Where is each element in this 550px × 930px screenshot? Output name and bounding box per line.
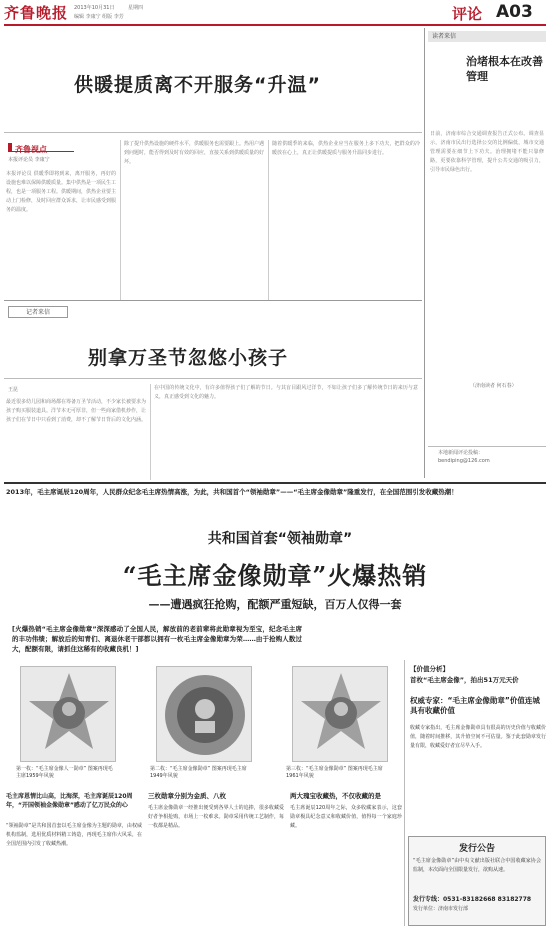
submission-email[interactable]: bendiping@126.com [438,458,490,464]
issue-hotline[interactable]: 发行专线：0531-83182668 83182778 [413,896,532,903]
main-byline: 本报评论员 李康宁 [8,157,50,163]
issue-notice-title: 发行公告 [458,844,495,854]
medal-2-icon [157,667,252,762]
ad-lead-text: [火爆热销“毛主席金像勋章”深深感动了全国人民，解放前的老前辈将此勋章视为至宝，纪念毛主席的丰功伟绩；解放后的知青们、离退休老干部都以拥有一枚毛主席金像勋章为荣……由于抢购人数过大，配额有限，请抓住这稀有的收藏良机！] [12,625,302,653]
column-marker-icon [8,143,12,152]
ad-title: “毛主席金像勋章”火爆热销 [122,561,428,590]
ad-mid2-body: 毛主席诞辰120周年之际，众多收藏家表示，这套勋章极具纪念意义和收藏价值，值得每一个家庭珍藏。 [290,805,402,829]
page-editors: 编辑 李康宁 组版 李芳 [74,14,124,20]
halloween-text-col2: 在中国的传统文化中，有许多值得孩子们了解的节日。与其盲目跟风过洋节，不如让孩子们多了解传统节日的来历与意义，真正感受到文化的魅力。 [154,385,418,400]
newspaper-logo: 齐鲁晚报 [4,4,69,22]
sidebar-column-tag: 读者来信 [428,31,546,42]
ad-mid-body: 毛主席金像勋章一经推出便受到各界人士的追捧，很多收藏爱好者争相抢购，市场上一枚难求。勋章采用传统工艺制作，每一枚都是精品。 [148,805,284,829]
sidebar-author: （济南读者 何石春） [470,383,517,389]
main-headline-rule [4,132,422,133]
ad-left-head: 毛主席恩情比山高，比海深，毛主席诞辰120周年，“开国领袖金像勋章”感动了亿万民众的心 [6,793,133,809]
ad-value-body: 收藏专家指出，毛主席金像勋章具有很高的历史价值与收藏价值，随着时间推移，其升值空间不可估量。鉴于此套勋章发行量有限，收藏爱好者宜尽早入手。 [410,725,546,749]
medal-1-icon [21,667,116,762]
ad-mid2-head: 两大瑰宝收藏热，不仅收藏的是 [290,792,381,800]
medal-caption-3: 第三枚：“毛主席金像勋章” 图案再现毛主席1961年风貌 [286,766,383,779]
sidebar-headline: 治堵根本在改善管理 [466,55,543,83]
issue-date: 2013年10月31日 [74,5,115,11]
sidebar-divider [424,28,425,478]
ad-value-label: 【价值分析】 [410,665,449,673]
issue-notice-box [408,836,546,926]
main-text-col3: 随着供暖季的来临，供热企业应当在服务上多下功夫，把群众的冷暖放在心上，真正让供暖提质与服务升温同步进行。 [272,141,420,156]
section-title: 评论 [452,5,483,23]
halloween-column-tag: 记者来信 [8,306,68,318]
halloween-byline: 王昆 [8,387,19,393]
halloween-headline: 别拿万圣节忽悠小孩子 [88,347,289,369]
medal-caption-2: 第二枚：“毛主席金像勋章” 图案再现毛主席1949年风貌 [150,766,247,779]
ad-value-head: 首枚“毛主席金像”，拍出51万元天价 [410,676,519,684]
submission-label: 本地新闻评论投稿： [438,450,484,456]
ad-left-body: “领袖勋章”是共和国首套以毛主席金像为主题的勋章，由权威机构监制，选用优质材料精工铸造，再现毛主席伟大风采，在全国范围内引发了收藏热潮。 [6,823,142,847]
sidebar-text: 日前，济南市综合交通调查报告正式公布。调查显示，济南市民出行选择公交的比例偏低，城市交通管理需要在细节上下功夫。治理拥堵不能只靠修路，更要依靠科学管理，提升公共交通的吸引力，引导市民绿色出行。 [430,131,544,173]
medal-caption-1: 第一枚：“毛主席金像人一勋章” 图案再现毛主席1959年风貌 [16,766,113,779]
ad-mid-head: 三枚勋章分别为金质、八枚 [148,792,226,800]
issue-weekday: 星期四 [128,5,144,11]
masthead-rule [4,24,546,26]
column-tag: 齐鲁视点 [8,137,74,152]
issue-notice-text: “毛主席金像勋章”由中央文献出版社联合中国收藏家协会监制，本次面向全国限量发行，欲购从速。 [413,858,541,873]
issue-address: 发行单位：济南市发行部 [413,906,469,912]
main-text-col2: 除了提升供热设施的硬件水平，供暖服务也需要跟上。热用户遇到问题时，能否得到及时有效的回应，直接关系到供暖质量的好坏。 [124,141,264,165]
halloween-text-col1: 最近很多幼儿园和商场都在筹备万圣节活动，不少家长被要求为孩子购买服装道具。洋节本无可厚非，但一些商家借机炒作，让孩子们在节日中只看到了消费，却不了解节日背后的文化内涵。 [6,399,146,423]
ad-subtitle: ——遭遇疯狂抢购，配额严重短缺，百万人仅得一套 [148,598,402,611]
medal-photo-2 [156,666,252,762]
medal-photo-1 [20,666,116,762]
sidebar-footer [428,446,546,470]
page-number: A03 [496,2,533,22]
medal-photo-3 [292,666,388,762]
main-headline: 供暖提质离不开服务“升温” [74,74,321,96]
ad-top-rule [4,482,546,484]
ad-value-quote: 权威专家：“毛主席金像勋章”价值连城具有收藏价值 [410,696,540,715]
ad-kicker: 共和国首套“领袖勋章” [207,531,353,547]
medal-3-icon [293,667,388,762]
main-text-col1: 本报评论员 供暖季即将到来，离开服务，再好的设施也难以保障供暖质量。集中供热是一项民生工程，也是一项服务工程。供暖期间，供热企业要主动上门检修，及时回应群众诉求，让市民感受到服务的温度。 [6,171,116,213]
ad-intro-text: 2013年，毛主席诞辰120周年，人民群众纪念毛主席热情高涨，为此，共和国首个“领袖勋章”——“毛主席金像勋章”隆重发行，在全国范围引发收藏热潮！ [6,488,458,496]
